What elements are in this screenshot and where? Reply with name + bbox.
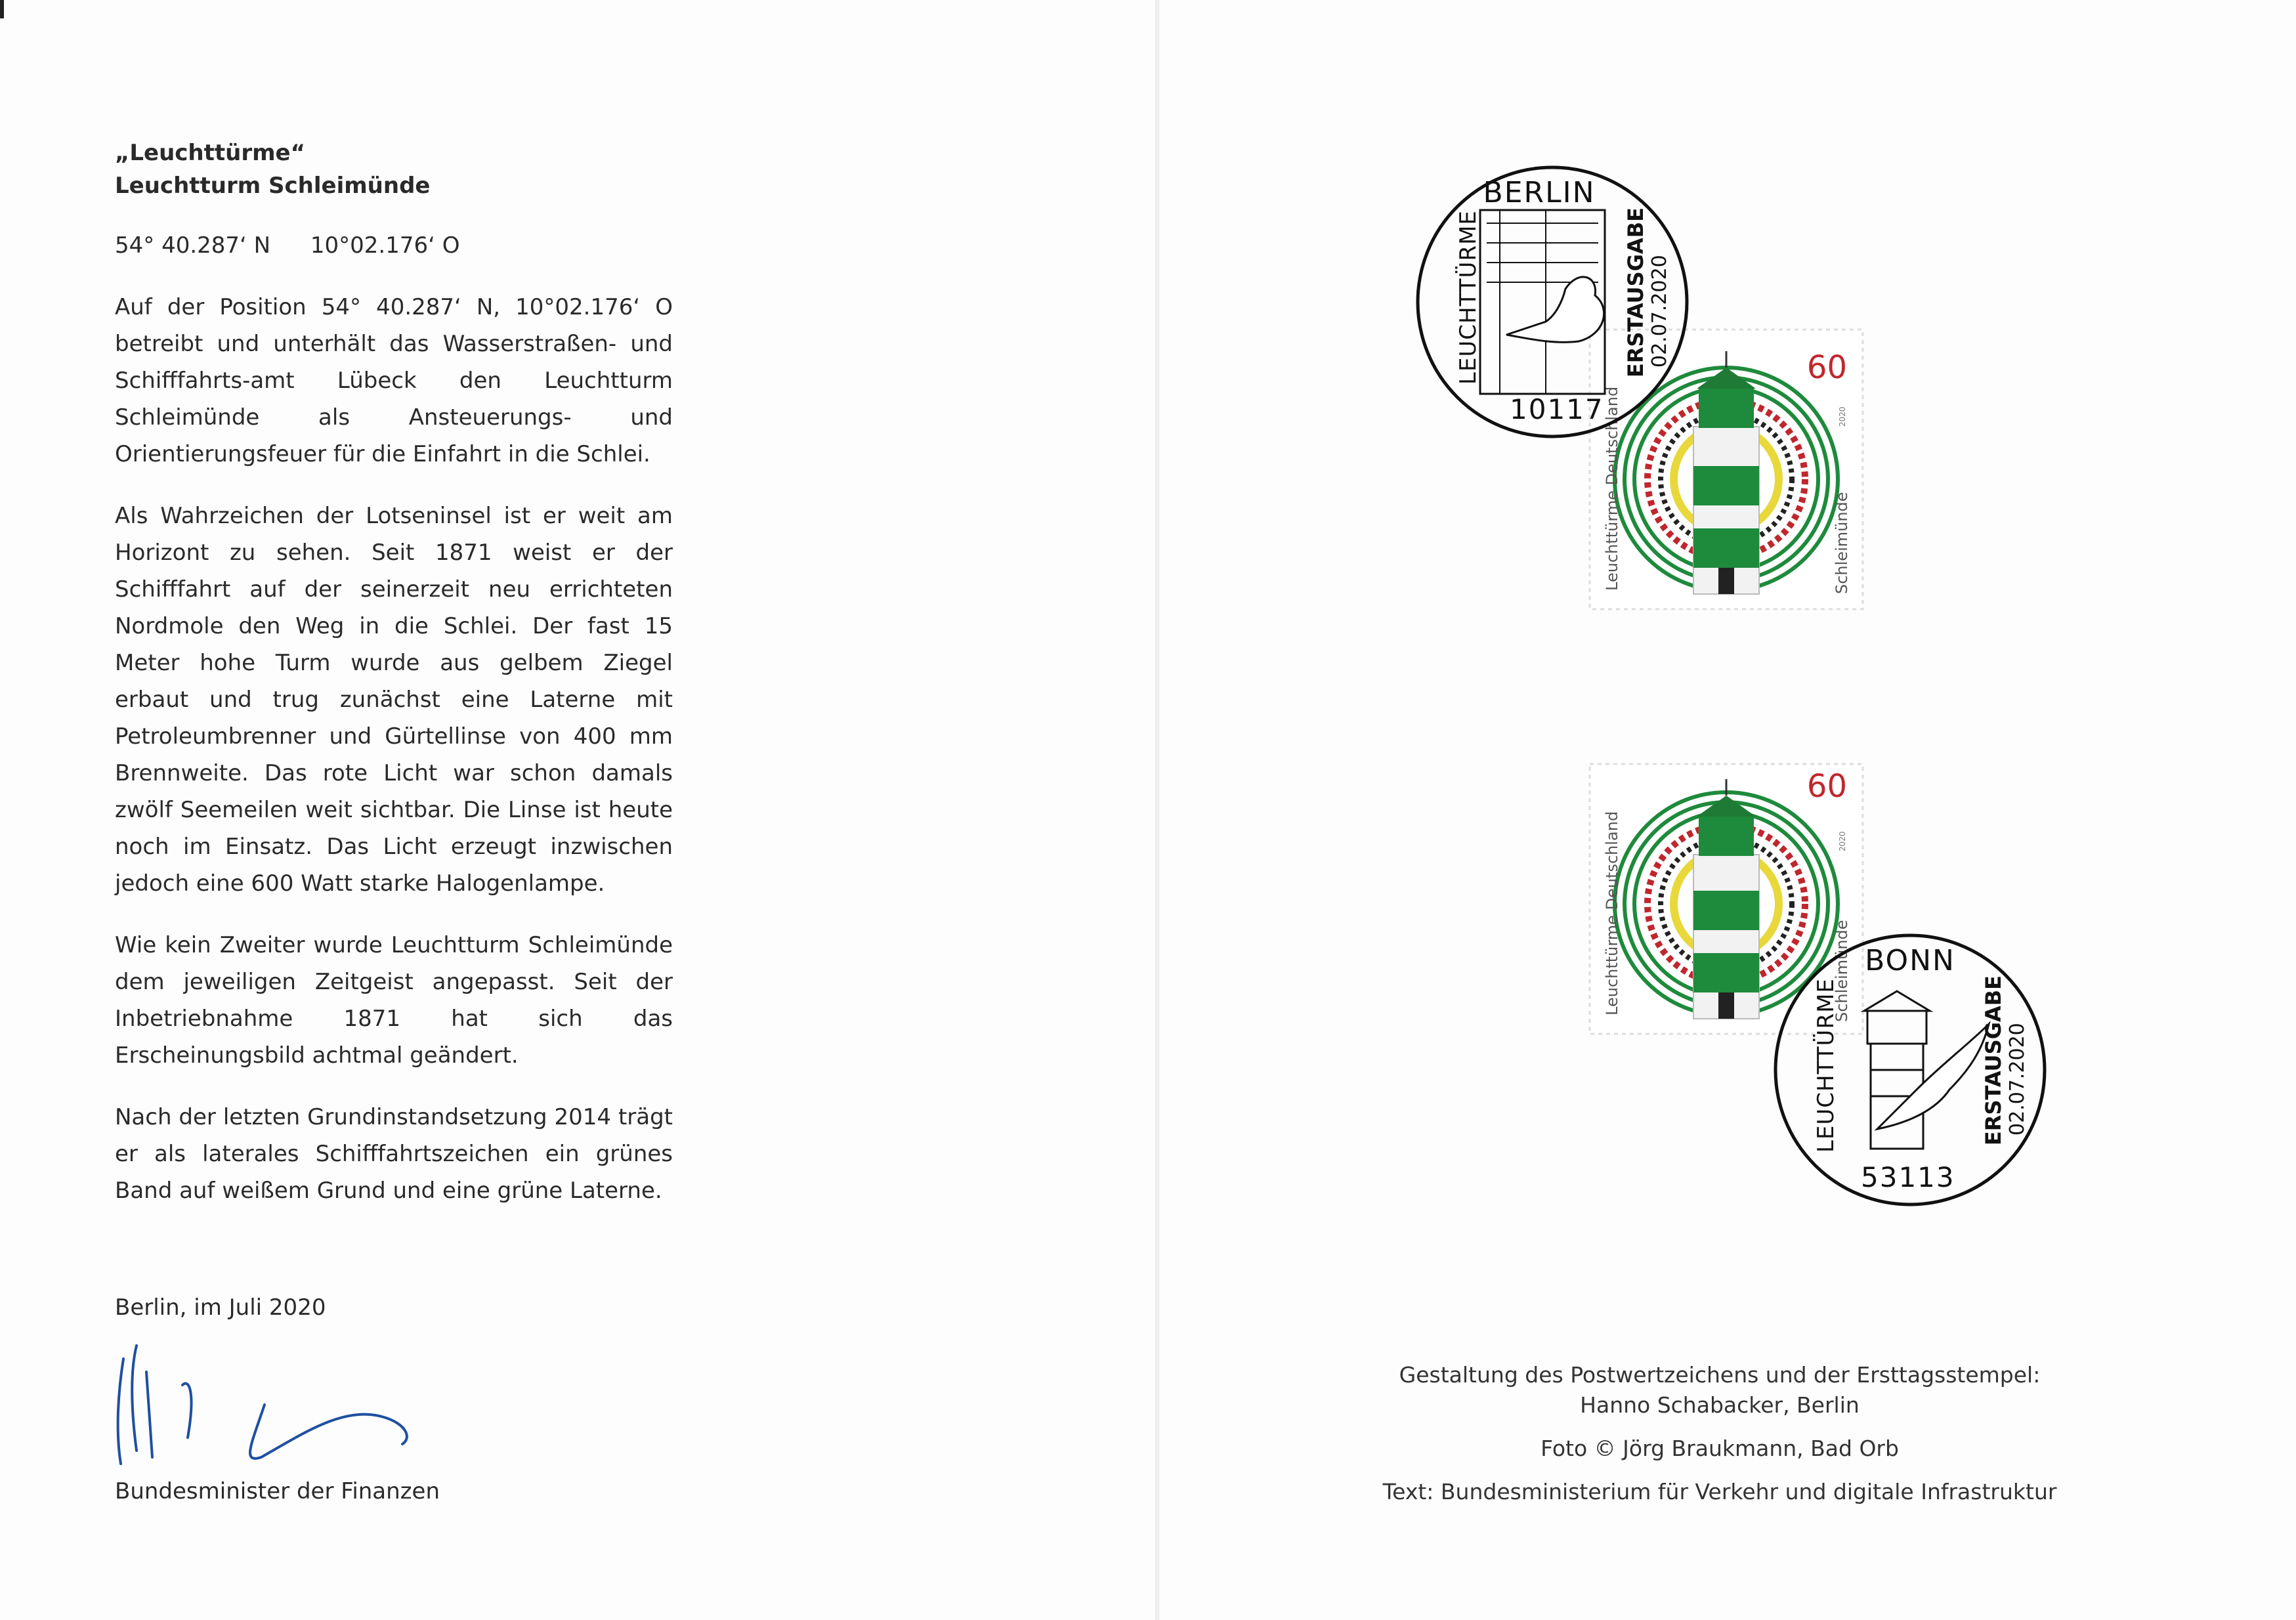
stamp-bottom-side-text: Leuchttürme Deutschland xyxy=(1603,811,1621,1015)
stamp-top-denomination: 60 xyxy=(1806,349,1847,386)
latitude: 54° 40.287‘ N xyxy=(115,232,271,259)
stamp-bottom-year: 2020 xyxy=(1838,831,1847,851)
postmark-bonn-zip: 53113 xyxy=(1861,1161,1955,1193)
stamp-bottom-denomination: 60 xyxy=(1806,768,1847,805)
postmark-berlin-zip: 10117 xyxy=(1510,393,1604,425)
postmark-berlin-theme: LEUCHTTÜRME xyxy=(1455,210,1481,385)
paragraph-3: Wie kein Zweiter wurde Leuchtturm Schleimünde dem jeweiligen Zeitgeist angepasst. Seit der Inbetriebnahme 1871 hat sich das Erscheinungsbild achtmal geändert. xyxy=(115,932,673,1069)
credits-text: Text: Bundesministerium für Verkehr und digitale Infrastruktur xyxy=(1382,1479,2057,1504)
postmark-berlin-date: 02.07.2020 xyxy=(1648,255,1671,368)
postmark-bonn-issue: ERSTAUSGABE xyxy=(1981,975,2006,1145)
credits-block xyxy=(1300,1360,2140,1507)
corner-mark xyxy=(0,0,4,18)
coordinates xyxy=(115,227,673,264)
paragraph-4: Nach der letzten Grundinstandsetzung 2014 trägt er als laterales Schifffahrtszeichen ein grünes Band auf weißem Grund und eine grüne Laterne. xyxy=(115,1104,673,1204)
paragraph-2: Als Wahrzeichen der Lotseninsel ist er weit am Horizont zu sehen. Seit 1871 weist er der Schifffahrt auf der seinerzeit neu errichteten Nordmole den Weg in die Schlei. Der fast 15 Meter hohe Turm wurde aus gelbem Ziegel erbaut und trug zunächst eine Laterne mit Petroleumbrenner und Gürtellinse von 400 mm Brennweite. Das rote Licht war schon damals zwölf Seemeilen weit sichtbar. Die Linse ist heute noch im Einsatz. Das Licht erzeugt inzwischen jedoch eine 600 Watt starke Halogenlampe. xyxy=(115,503,673,897)
postmark-berlin-city: BERLIN xyxy=(1483,176,1596,209)
postmark-berlin-issue: ERSTAUSGABE xyxy=(1623,207,1648,377)
postmark-bonn-theme: LEUCHTTÜRME xyxy=(1813,978,1839,1153)
title-line-2: Leuchtturm Schleimünde xyxy=(115,173,431,199)
left-text-block xyxy=(115,137,673,1209)
stamp-top-name: Schleimünde xyxy=(1833,492,1851,594)
signer-title: Bundesminister der Finanzen xyxy=(115,1478,440,1504)
title-line-1: „Leuchttürme“ xyxy=(115,140,305,166)
credits-design-line-1: Gestaltung des Postwertzeichens und der Ersttagsstempel: xyxy=(1399,1362,2041,1388)
credits-design-line-2: Hanno Schabacker, Berlin xyxy=(1580,1392,1860,1418)
postmark-bonn-city: BONN xyxy=(1865,944,1955,977)
stamp-bottom-name: Schleimünde xyxy=(1833,920,1851,1022)
longitude: 10°02.176‘ O xyxy=(310,232,460,259)
postmark-bonn xyxy=(1772,932,2048,1208)
stamp-top-year: 2020 xyxy=(1838,406,1847,427)
signature-image xyxy=(110,1332,425,1483)
credits-photo: Foto © Jörg Braukmann, Bad Orb xyxy=(1541,1436,1899,1461)
postmark-berlin xyxy=(1414,164,1690,440)
stamp-top-side-text: Leuchttürme Deutschland xyxy=(1603,386,1621,591)
place-date: Berlin, im Juli 2020 xyxy=(115,1294,326,1321)
paragraph-1: Auf der Position 54° 40.287‘ N, 10°02.176‘ O betreibt und unterhält das Wasserstraßen- und Schifffahrts-amt Lübeck den Leuchtturm Schleimünde als Ansteuerungs- und Orientierungsfeuer für die Einfahrt in die Schlei. xyxy=(115,294,673,467)
postmark-bonn-date: 02.07.2020 xyxy=(2006,1023,2029,1136)
